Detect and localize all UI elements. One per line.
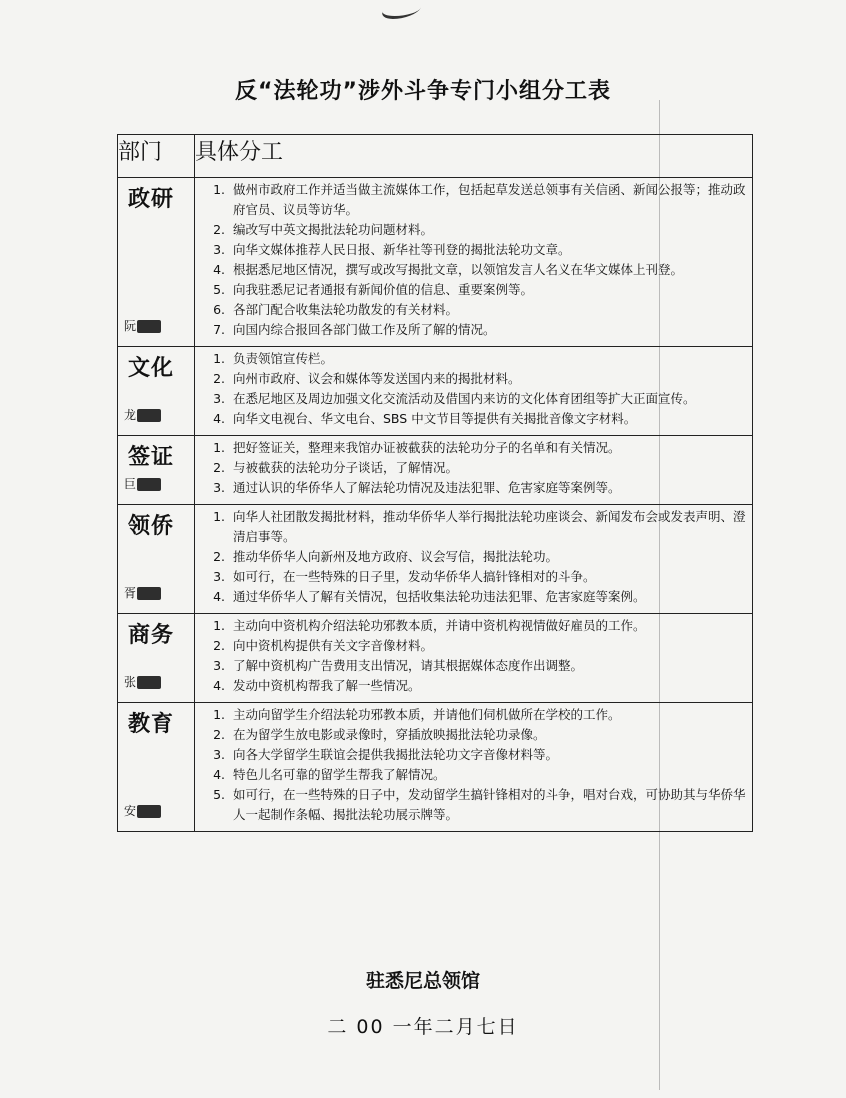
task-item <box>199 507 746 547</box>
redaction-mark <box>137 587 161 600</box>
responsible-person <box>124 317 161 334</box>
task-item <box>199 260 746 280</box>
task-text: 通过认识的华侨华人了解法轮功情况及违法犯罪、危害家庭等案例等。 <box>233 480 621 495</box>
task-number: 1. <box>213 618 225 633</box>
header-department: 部门 <box>118 135 195 178</box>
task-number: 1. <box>213 351 225 366</box>
task-item <box>199 458 746 478</box>
task-text: 向华人社团散发揭批材料，推动华侨华人举行揭批法轮功座谈会、新闻发布会或发表声明、澄清启事等。 <box>233 509 746 544</box>
person-surname: 龙 <box>124 408 137 422</box>
task-item <box>199 676 746 696</box>
table-row <box>118 703 753 832</box>
table-header-row <box>118 135 753 178</box>
task-item <box>199 567 746 587</box>
header-duties: 具体分工 <box>195 135 753 178</box>
task-text: 做州市政府工作并适当做主流媒体工作，包括起草发送总领事有关信函、新闻公报等；推动政府官员、议员等访华。 <box>233 182 746 217</box>
department-cell <box>118 436 195 505</box>
department-cell <box>118 178 195 347</box>
duties-cell <box>195 614 753 703</box>
department-name: 签证 <box>128 445 175 470</box>
task-text: 如可行，在一些特殊的日子中，发动留学生搞针锋相对的斗争，唱对台戏，可协助其与华侨华人一起制作条幅、揭批法轮功展示牌等。 <box>233 787 746 822</box>
task-list <box>195 505 752 613</box>
responsible-person <box>124 802 161 819</box>
task-list <box>195 436 752 504</box>
task-item <box>199 409 746 429</box>
department-cell <box>118 703 195 832</box>
task-text: 推动华侨华人向新州及地方政府、议会写信，揭批法轮功。 <box>233 549 559 564</box>
task-number: 5. <box>213 282 225 297</box>
document-title: 反“法轮功”涉外斗争专门小组分工表 <box>235 79 611 104</box>
task-list <box>195 347 752 435</box>
task-list <box>195 614 752 702</box>
task-text: 各部门配合收集法轮功散发的有关材料。 <box>233 302 459 317</box>
responsible-person <box>124 406 161 423</box>
task-number: 2. <box>213 638 225 653</box>
duties-cell <box>195 703 753 832</box>
person-surname: 胥 <box>124 586 137 600</box>
task-item <box>199 349 746 369</box>
task-item <box>199 656 746 676</box>
table-row <box>118 347 753 436</box>
task-item <box>199 438 746 458</box>
task-number: 3. <box>213 569 225 584</box>
task-number: 4. <box>213 589 225 604</box>
task-number: 3. <box>213 747 225 762</box>
duties-cell <box>195 347 753 436</box>
task-text: 与被截获的法轮功分子谈话，了解情况。 <box>233 460 459 475</box>
responsible-person <box>124 584 161 601</box>
task-item <box>199 587 746 607</box>
task-text: 在悉尼地区及周边加强文化交流活动及借国内来访的文化体育团组等扩大正面宣传。 <box>233 391 696 406</box>
task-item <box>199 785 746 825</box>
task-number: 1. <box>213 440 225 455</box>
task-number: 3. <box>213 391 225 406</box>
task-item <box>199 765 746 785</box>
department-cell <box>118 614 195 703</box>
department-cell <box>118 505 195 614</box>
task-text: 向各大学留学生联谊会提供我揭批法轮功文字音像材料等。 <box>233 747 559 762</box>
signature-consulate: 驻悉尼总领馆 <box>365 970 480 992</box>
task-list <box>195 178 752 346</box>
task-item <box>199 616 746 636</box>
task-number: 6. <box>213 302 225 317</box>
person-surname: 安 <box>124 804 137 818</box>
task-item <box>199 300 746 320</box>
task-item <box>199 636 746 656</box>
task-item <box>199 220 746 240</box>
task-text: 了解中资机构广告费用支出情况，请其根据媒体态度作出调整。 <box>233 658 584 673</box>
task-number: 1. <box>213 509 225 524</box>
table-row <box>118 614 753 703</box>
task-item <box>199 705 746 725</box>
department-cell <box>118 347 195 436</box>
task-item <box>199 389 746 409</box>
task-number: 1. <box>213 707 225 722</box>
redaction-mark <box>137 676 161 689</box>
task-number: 2. <box>213 549 225 564</box>
task-number: 1. <box>213 182 225 197</box>
task-text: 发动中资机构帮我了解一些情况。 <box>233 678 421 693</box>
task-number: 4. <box>213 767 225 782</box>
department-name: 领侨 <box>128 514 175 539</box>
task-text: 特色儿名可靠的留学生帮我了解情况。 <box>233 767 446 782</box>
task-number: 2. <box>213 222 225 237</box>
task-text: 编改写中英文揭批法轮功问题材料。 <box>233 222 434 237</box>
responsible-person <box>124 673 161 690</box>
task-item <box>199 369 746 389</box>
task-number: 2. <box>213 460 225 475</box>
person-surname: 张 <box>124 675 137 689</box>
table-row <box>118 178 753 347</box>
task-number: 4. <box>213 262 225 277</box>
task-text: 向国内综合报回各部门做工作及所了解的情况。 <box>233 322 496 337</box>
redaction-mark <box>137 805 161 818</box>
department-name: 文化 <box>128 356 175 381</box>
task-text: 通过华侨华人了解有关情况，包括收集法轮功违法犯罪、危害家庭等案例。 <box>233 589 646 604</box>
task-number: 7. <box>213 322 225 337</box>
task-number: 3. <box>213 480 225 495</box>
task-number: 4. <box>213 678 225 693</box>
person-surname: 巨 <box>124 477 137 491</box>
task-number: 2. <box>213 371 225 386</box>
task-text: 主动向中资机构介绍法轮功邪教本质，并请中资机构视情做好雇员的工作。 <box>233 618 646 633</box>
scan-mark <box>379 0 426 19</box>
duties-cell <box>195 505 753 614</box>
department-name: 商务 <box>128 623 175 648</box>
task-item <box>199 725 746 745</box>
task-number: 3. <box>213 242 225 257</box>
task-number: 4. <box>213 411 225 426</box>
task-text: 主动向留学生介绍法轮功邪教本质，并请他们伺机做所在学校的工作。 <box>233 707 621 722</box>
task-list <box>195 703 752 831</box>
task-text: 把好签证关，整理来我馆办证被截获的法轮功分子的名单和有关情况。 <box>233 440 621 455</box>
duties-cell <box>195 436 753 505</box>
task-text: 向我驻悉尼记者通报有新闻价值的信息、重要案例等。 <box>233 282 534 297</box>
task-text: 如可行，在一些特殊的日子里，发动华侨华人搞针锋相对的斗争。 <box>233 569 596 584</box>
redaction-mark <box>137 478 161 491</box>
redaction-mark <box>137 320 161 333</box>
division-of-work-table <box>117 134 753 832</box>
task-item <box>199 320 746 340</box>
department-name: 政研 <box>128 187 175 212</box>
redaction-mark <box>137 409 161 422</box>
task-item <box>199 180 746 220</box>
task-item <box>199 240 746 260</box>
task-text: 向中资机构提供有关文字音像材料。 <box>233 638 434 653</box>
task-item <box>199 478 746 498</box>
table-row <box>118 505 753 614</box>
task-number: 5. <box>213 787 225 802</box>
task-number: 2. <box>213 727 225 742</box>
task-number: 3. <box>213 658 225 673</box>
duties-cell <box>195 178 753 347</box>
task-text: 负责领馆宣传栏。 <box>233 351 334 366</box>
task-text: 在为留学生放电影或录像时，穿插放映揭批法轮功录像。 <box>233 727 546 742</box>
department-name: 教育 <box>128 712 175 737</box>
responsible-person <box>124 475 161 492</box>
task-text: 向华文电视台、华文电台、SBS 中文节目等提供有关揭批音像文字材料。 <box>233 411 637 426</box>
task-item <box>199 280 746 300</box>
task-text: 根据悉尼地区情况，撰写或改写揭批文章，以领馆发言人名义在华文媒体上刊登。 <box>233 262 684 277</box>
table-row <box>118 436 753 505</box>
task-text: 向华文媒体推荐人民日报、新华社等刊登的揭批法轮功文章。 <box>233 242 571 257</box>
task-text: 向州市政府、议会和媒体等发送国内来的揭批材料。 <box>233 371 521 386</box>
person-surname: 阮 <box>124 319 137 333</box>
task-item <box>199 547 746 567</box>
document-date: 二 00 一年二月七日 <box>327 1016 519 1038</box>
task-item <box>199 745 746 765</box>
